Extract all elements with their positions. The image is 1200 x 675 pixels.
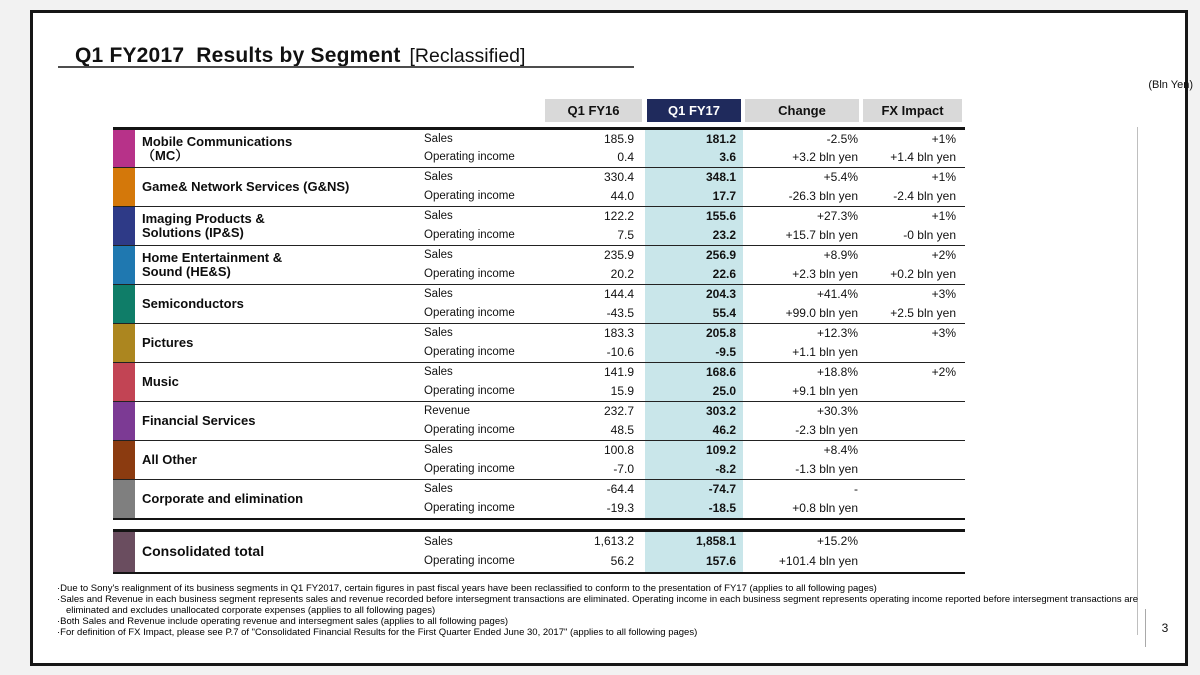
table-row bbox=[113, 402, 965, 422]
change-value: +18.8% bbox=[816, 365, 858, 380]
metric-label: Operating income bbox=[424, 190, 515, 203]
metric-label: Operating income bbox=[424, 463, 515, 476]
fy16-value: -19.3 bbox=[606, 500, 634, 515]
fx-value: +2% bbox=[931, 365, 956, 380]
fx-value bbox=[863, 480, 965, 500]
fy16-value: 185.9 bbox=[603, 131, 634, 146]
metric-label: Sales bbox=[424, 171, 453, 184]
footnote-item: · For definition of FX Impact, please see P.7 of "Consolidated Financial Results for the First Quarter Ended June 30, 2017" (applies to all following pages) bbox=[57, 627, 1139, 638]
fy17-value: 17.7 bbox=[645, 187, 743, 207]
fx-value bbox=[863, 460, 965, 480]
segment-group bbox=[113, 531, 965, 573]
fy16-value: 235.9 bbox=[603, 248, 634, 263]
fy17-value: 46.2 bbox=[645, 421, 743, 441]
footnote-item: · Both Sales and Revenue include operating revenue and intersegment sales (applies to all following pages) bbox=[57, 616, 1139, 627]
fy17-value: 181.2 bbox=[645, 129, 743, 149]
change-value: +99.0 bln yen bbox=[785, 306, 858, 321]
footnote-item: · Due to Sony's realignment of its business segments in Q1 FY2017, certain figures in past fiscal years have been reclassified to conform to the presentation of FY17 (applies to all following pages) bbox=[57, 583, 1139, 594]
fy16-value: 15.9 bbox=[610, 384, 634, 399]
segment-group bbox=[113, 207, 965, 246]
metric-label: Operating income bbox=[424, 151, 515, 164]
metric-label: Sales bbox=[424, 483, 453, 496]
fy16-value: 141.9 bbox=[603, 365, 634, 380]
segment-name: Game& Network Services (G&NS) bbox=[142, 179, 350, 195]
table-row bbox=[113, 441, 965, 461]
fy17-value: 109.2 bbox=[645, 441, 743, 461]
fx-value bbox=[863, 343, 965, 363]
fy16-value: -7.0 bbox=[613, 462, 634, 477]
change-value: - bbox=[854, 482, 858, 497]
fy17-value: 348.1 bbox=[645, 168, 743, 188]
consolidated-total-table bbox=[113, 529, 965, 574]
fy16-value: 44.0 bbox=[610, 189, 634, 204]
table-row bbox=[113, 168, 965, 188]
segment-group bbox=[113, 285, 965, 324]
fy16-value: 232.7 bbox=[603, 404, 634, 419]
table-row bbox=[113, 129, 965, 149]
segment-table bbox=[113, 127, 965, 520]
change-value: +9.1 bln yen bbox=[792, 384, 858, 399]
metric-label: Operating income bbox=[424, 555, 515, 568]
change-value: -2.3 bln yen bbox=[795, 423, 858, 438]
fx-value bbox=[863, 402, 965, 422]
segment-color-bar bbox=[113, 531, 135, 573]
change-value: +2.3 bln yen bbox=[792, 267, 858, 282]
fx-value: +1% bbox=[931, 209, 956, 224]
fy16-value: 330.4 bbox=[603, 170, 634, 185]
column-header-fx-impact: FX Impact bbox=[863, 99, 962, 122]
fy16-value: 7.5 bbox=[617, 228, 634, 243]
fx-value: +2.5 bln yen bbox=[890, 306, 956, 321]
metric-label: Operating income bbox=[424, 268, 515, 281]
segment-group bbox=[113, 363, 965, 402]
segment-name: Music bbox=[142, 374, 179, 390]
segment-name: Home Entertainment & Sound (HE&S) bbox=[142, 250, 283, 279]
change-value: +5.4% bbox=[823, 170, 858, 185]
fx-value: +3% bbox=[931, 326, 956, 341]
metric-label: Sales bbox=[424, 288, 453, 301]
fy16-value: 0.4 bbox=[617, 150, 634, 165]
metric-label: Sales bbox=[424, 535, 453, 548]
right-divider-line bbox=[1137, 127, 1138, 635]
change-value: +30.3% bbox=[816, 404, 858, 419]
fx-value bbox=[863, 382, 965, 402]
fx-value bbox=[863, 531, 965, 552]
fx-value bbox=[863, 552, 965, 573]
metric-label: Operating income bbox=[424, 229, 515, 242]
fy16-value: -64.4 bbox=[606, 482, 634, 497]
fy16-value: 1,613.2 bbox=[593, 534, 634, 549]
segment-group bbox=[113, 246, 965, 285]
segment-color-bar bbox=[113, 168, 135, 207]
segment-color-bar bbox=[113, 324, 135, 363]
segment-name: Consolidated total bbox=[142, 543, 265, 560]
title-underline bbox=[58, 66, 634, 68]
footnotes-list bbox=[57, 583, 1139, 638]
change-value: +0.8 bln yen bbox=[792, 500, 858, 515]
segment-color-bar bbox=[113, 246, 135, 285]
metric-label: Operating income bbox=[424, 346, 515, 359]
metric-label: Sales bbox=[424, 327, 453, 340]
fy16-value: 20.2 bbox=[610, 267, 634, 282]
change-value: +8.9% bbox=[823, 248, 858, 263]
segment-color-bar bbox=[113, 129, 135, 168]
change-value: +3.2 bln yen bbox=[792, 150, 858, 165]
fy17-value: -9.5 bbox=[645, 343, 743, 363]
segment-name: Imaging Products & Solutions (IP&S) bbox=[142, 211, 265, 240]
fx-value bbox=[863, 421, 965, 441]
table-row bbox=[113, 207, 965, 227]
column-header-q1fy17: Q1 FY17 bbox=[647, 99, 741, 122]
fy17-value: 204.3 bbox=[645, 285, 743, 305]
fy17-value: 205.8 bbox=[645, 324, 743, 344]
table-row bbox=[113, 246, 965, 266]
fx-value: +1% bbox=[931, 170, 956, 185]
metric-label: Operating income bbox=[424, 385, 515, 398]
fx-value bbox=[863, 499, 965, 519]
column-header-change: Change bbox=[745, 99, 859, 122]
fy16-value: -10.6 bbox=[606, 345, 634, 360]
table-row bbox=[113, 324, 965, 344]
metric-label: Operating income bbox=[424, 307, 515, 320]
change-value: -1.3 bln yen bbox=[795, 462, 858, 477]
fy16-value: 48.5 bbox=[610, 423, 634, 438]
fy17-value: 1,858.1 bbox=[645, 531, 743, 552]
fy17-value: -8.2 bbox=[645, 460, 743, 480]
fx-value: +1% bbox=[931, 131, 956, 146]
fy17-value: -18.5 bbox=[645, 499, 743, 519]
segment-group bbox=[113, 324, 965, 363]
segment-color-bar bbox=[113, 285, 135, 324]
metric-label: Revenue bbox=[424, 405, 471, 418]
metric-label: Operating income bbox=[424, 502, 515, 515]
fy17-value: -74.7 bbox=[645, 480, 743, 500]
unit-note: (Bln Yen) bbox=[1148, 79, 1193, 91]
metric-label: Sales bbox=[424, 210, 453, 223]
segment-name: Corporate and elimination bbox=[142, 490, 304, 506]
fx-value: +3% bbox=[931, 287, 956, 302]
change-value: +15.2% bbox=[816, 534, 858, 549]
fx-value: +2% bbox=[931, 248, 956, 263]
column-header-q1fy16: Q1 FY16 bbox=[545, 99, 642, 122]
segment-group bbox=[113, 168, 965, 207]
table-row bbox=[113, 363, 965, 383]
page-number: 3 bbox=[1161, 621, 1169, 635]
fy16-value: 56.2 bbox=[610, 554, 634, 569]
fy17-value: 303.2 bbox=[645, 402, 743, 422]
fy16-value: 183.3 bbox=[603, 326, 634, 341]
footnote-item: · Sales and Revenue in each business segment represents sales and revenue recorded before intersegment transactions are eliminated. Operating income in each business segment represents operating income reported before intersegment transactions are eliminated and excludes unallocated corporate expenses (applies to all following pages) bbox=[57, 594, 1139, 616]
segment-name: All Other bbox=[142, 452, 197, 468]
table-row bbox=[113, 285, 965, 305]
segment-color-bar bbox=[113, 363, 135, 402]
segment-group bbox=[113, 402, 965, 441]
change-value: -2.5% bbox=[826, 131, 858, 146]
metric-label: Operating income bbox=[424, 424, 515, 437]
table-row bbox=[113, 531, 965, 552]
fy16-value: 100.8 bbox=[603, 443, 634, 458]
fy17-value: 168.6 bbox=[645, 363, 743, 383]
fy17-value: 23.2 bbox=[645, 226, 743, 246]
change-value: +27.3% bbox=[816, 209, 858, 224]
fy17-value: 155.6 bbox=[645, 207, 743, 227]
change-value: +101.4 bln yen bbox=[778, 554, 858, 569]
slide bbox=[30, 10, 1193, 666]
fy16-value: -43.5 bbox=[606, 306, 634, 321]
fx-value: +1.4 bln yen bbox=[890, 150, 956, 165]
metric-label: Sales bbox=[424, 444, 453, 457]
table-row bbox=[113, 480, 965, 500]
fy17-value: 256.9 bbox=[645, 246, 743, 266]
segment-name: Financial Services bbox=[142, 413, 256, 429]
segment-color-bar bbox=[113, 402, 135, 441]
segment-color-bar bbox=[113, 207, 135, 246]
change-value: +1.1 bln yen bbox=[792, 345, 858, 360]
segment-group bbox=[113, 129, 965, 168]
change-value: +12.3% bbox=[816, 326, 858, 341]
fx-value: +0.2 bln yen bbox=[890, 267, 956, 282]
segment-group bbox=[113, 480, 965, 519]
fy17-value: 25.0 bbox=[645, 382, 743, 402]
metric-label: Sales bbox=[424, 366, 453, 379]
metric-label: Sales bbox=[424, 132, 453, 145]
segment-group bbox=[113, 441, 965, 480]
fy16-value: 122.2 bbox=[603, 209, 634, 224]
fx-value: -0 bln yen bbox=[903, 228, 956, 243]
fy17-value: 22.6 bbox=[645, 265, 743, 285]
page-title-suffix: [Reclassified] bbox=[409, 45, 526, 67]
segment-name: Mobile Communications （MC） bbox=[142, 133, 293, 163]
fy17-value: 157.6 bbox=[645, 552, 743, 573]
fy17-value: 3.6 bbox=[645, 148, 743, 168]
segment-name: Semiconductors bbox=[142, 296, 244, 312]
change-value: +8.4% bbox=[823, 443, 858, 458]
fx-value: -2.4 bln yen bbox=[893, 189, 956, 204]
change-value: -26.3 bln yen bbox=[788, 189, 858, 204]
page-title bbox=[75, 33, 525, 70]
fy16-value: 144.4 bbox=[603, 287, 634, 302]
segment-color-bar bbox=[113, 441, 135, 480]
change-value: +41.4% bbox=[816, 287, 858, 302]
change-value: +15.7 bln yen bbox=[785, 228, 858, 243]
page-number-divider bbox=[1145, 609, 1146, 647]
fx-value bbox=[863, 441, 965, 461]
metric-label: Sales bbox=[424, 249, 453, 262]
fy17-value: 55.4 bbox=[645, 304, 743, 324]
segment-name: Pictures bbox=[142, 335, 194, 351]
segment-color-bar bbox=[113, 480, 135, 519]
page-title-main: Q1 FY2017 Results by Segment bbox=[75, 44, 401, 67]
